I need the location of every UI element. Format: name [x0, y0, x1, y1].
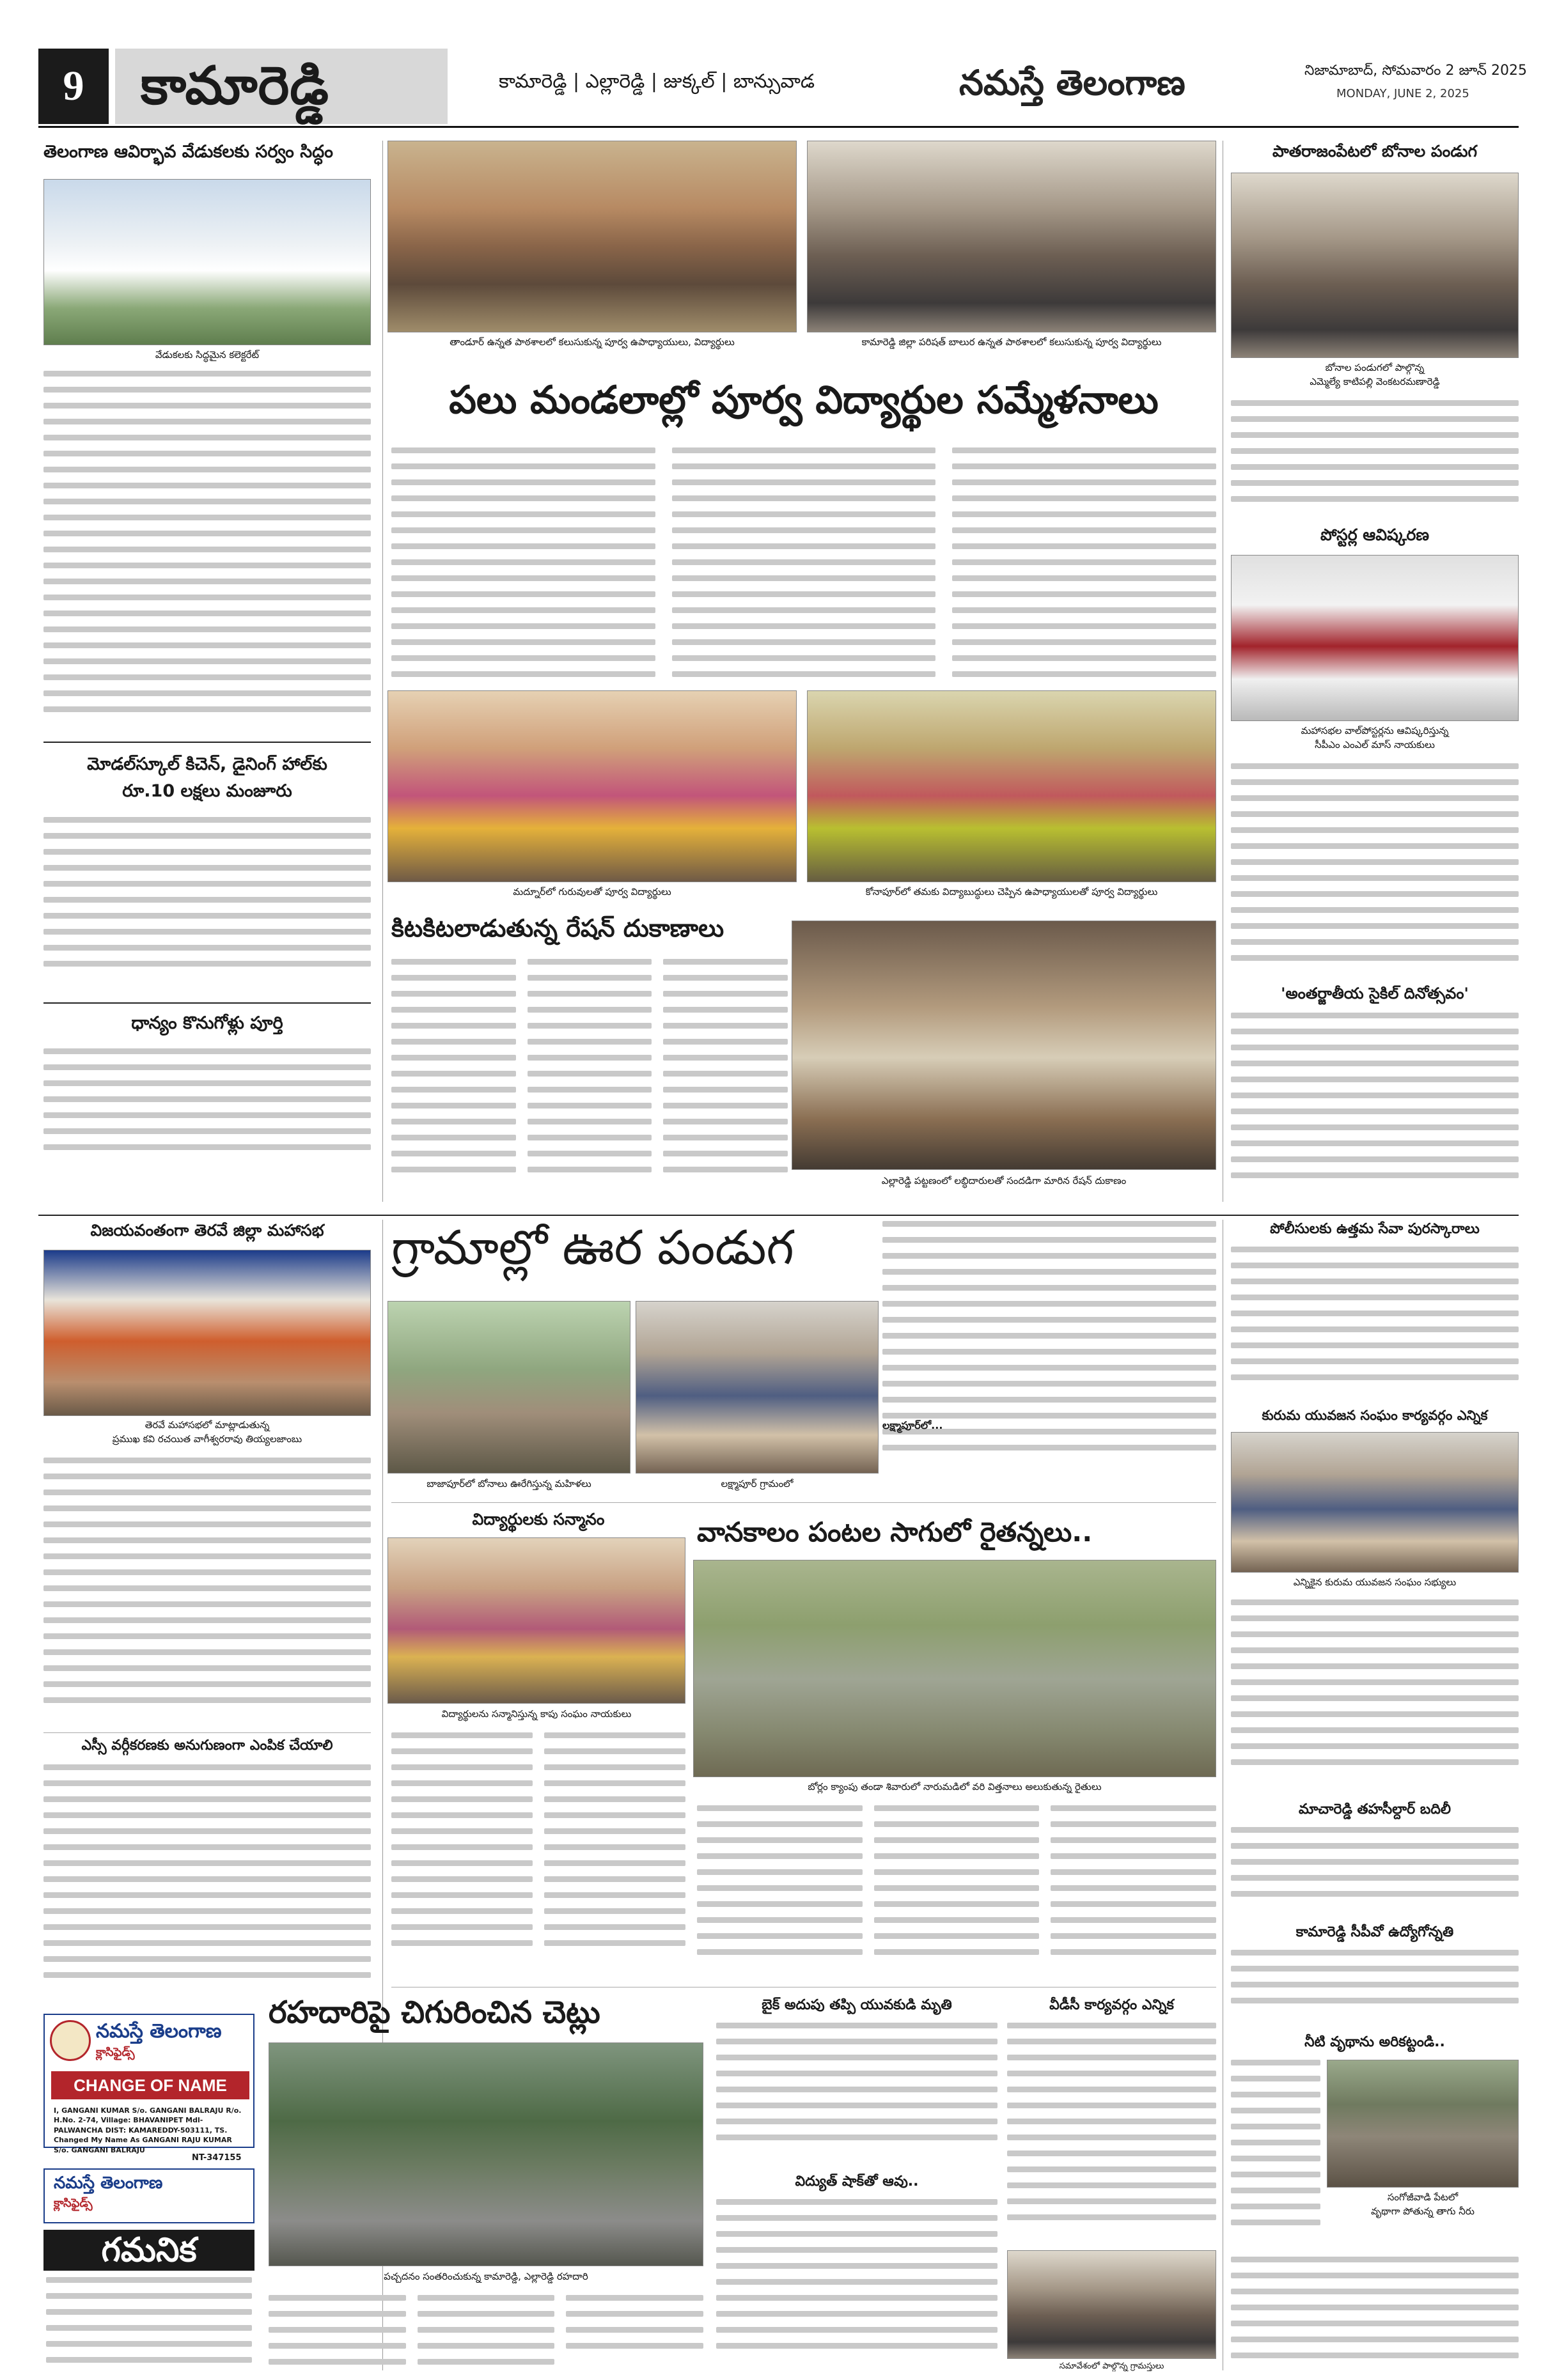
article-body-sc	[43, 1764, 371, 1995]
kuruma-group-photo	[1231, 1432, 1519, 1573]
terave-meeting-photo	[43, 1250, 371, 1416]
article-body-cpo	[1231, 1950, 1519, 2026]
bonalu-photo	[1231, 173, 1519, 358]
headline-ration: కిటకిటలాడుతున్న రేషన్ దుకాణాలు	[391, 914, 724, 942]
alumni-photo-konapur	[807, 690, 1216, 882]
farmers-sowing-photo	[693, 1560, 1216, 1777]
headline-kitchen-amount: రూ.10 లక్షలు మంజూరు	[122, 781, 292, 801]
lakshmapur-photo	[636, 1301, 879, 1474]
caption-terave-1: తెరవే మహాసభలో మాట్లాడుతున్న	[145, 1419, 270, 1431]
headline-formation-day: తెలంగాణ ఆవిర్భావ వేడుకలకు సర్వం సిద్ధం	[43, 142, 333, 162]
article-body-grain	[43, 1048, 371, 1176]
caption-kamareddy: కామారెడ్డి జిల్లా పరిషత్ బాలుర ఉన్నత పాఠశాలలో కలుసుకున్న పూర్వ విద్యార్థులు	[861, 336, 1162, 348]
masthead	[38, 45, 1527, 128]
article-body-vdc	[1007, 2023, 1216, 2240]
headline-farming: వానకాలం పంటల సాగులో రైతన్నలు..	[697, 1516, 1093, 1548]
page-number: 9	[38, 49, 109, 124]
article-body-bike	[716, 2023, 998, 2163]
section-places: కామారెడ్డి | ఎల్లారెడ్డి | జుక్కల్ | బాన్సువాడ	[499, 70, 815, 93]
caption-water-2: వృథాగా పోతున్న తాగు నీరు	[1371, 2205, 1475, 2217]
alumni-photo-tandur	[387, 141, 797, 332]
alumni-photo-kamareddy	[807, 141, 1216, 332]
article-body-formation	[43, 371, 371, 729]
headline-kuruma: కురుమ యువజన సంఘం కార్యవర్గం ఎన్నిక	[1262, 1408, 1488, 1423]
article-body-alumni	[391, 447, 1216, 690]
date-telugu: నిజామాబాద్, సోమవారం 2 జూన్ 2025	[1304, 63, 1527, 79]
caption-kuruma: ఎన్నికైన కురుమ యువజన సంఘం సభ్యులు	[1293, 1576, 1457, 1588]
article-body-water-2	[1231, 2257, 1519, 2372]
headline-water-waste: నీటి వృథాను అరికట్టండి..	[1304, 2034, 1445, 2050]
article-body-police	[1231, 1247, 1519, 1400]
section-divider	[38, 1215, 1519, 1216]
change-of-name-banner: CHANGE OF NAME	[51, 2071, 249, 2099]
posters-photo	[1231, 555, 1519, 721]
headline-posters: పోస్టర్ల ఆవిష్కరణ	[1320, 525, 1429, 544]
headline-cpo-promotion: కామారెడ్డి సీపీవో ఉద్యోగోన్నతి	[1295, 1924, 1454, 1940]
caption-posters-1: మహాసభల వాల్‌పోస్టర్లను ఆవిష్కరిస్తున్న	[1301, 725, 1449, 736]
collectorate-tent-photo	[43, 179, 371, 345]
article-body-posters	[1231, 763, 1519, 974]
headline-electric-shock: విద్యుత్ షాక్‌తో ఆవు..	[795, 2174, 919, 2189]
caption-bonalu-1: బోనాల పండుగలో పాల్గొన్న	[1325, 362, 1425, 373]
headline-village-festival: గ్రామాల్లో ఊర పండుగ	[391, 1220, 794, 1275]
headline-vdc: వీడీసీ కార్యవర్గం ఎన్నిక	[1049, 1997, 1174, 2013]
classifieds2-subtitle: క్లాసిఫైడ్స్	[54, 2197, 93, 2210]
caption-ration: ఎల్లారెడ్డి పట్టణంలో లబ్ధిదారులతో సందడిగా మారిన రేషన్ దుకాణం	[881, 1175, 1127, 1186]
headline-police-awards: పోలీసులకు ఉత్తమ సేవా పురస్కారాలు	[1270, 1221, 1480, 1237]
caption-posters-2: సీపీఎం ఎంఎల్ మాస్ నాయకులు	[1315, 739, 1435, 751]
caption-bonalu-2: ఎమ్మెల్యే కాటిపల్లి వెంకటరమణారెడ్డి	[1310, 376, 1440, 387]
article-body-cycle-day	[1231, 1013, 1519, 1204]
article-body-terave	[43, 1458, 371, 1726]
classifieds-ad	[43, 2014, 254, 2154]
bonalu-procession-photo	[387, 1301, 630, 1474]
classifieds-code: NT-347155	[192, 2153, 242, 2163]
article-body-ration	[391, 959, 788, 1189]
caption-terave-2: ప్రముఖ కవి రచయిత వాగీశ్వరరావు తియ్యలజాంబు	[112, 1433, 302, 1445]
caption-madnur: మద్నూర్‌లో గురువులతో పూర్వ విద్యార్థులు	[513, 886, 671, 898]
classifieds-title: నమస్తే తెలంగాణ	[96, 2020, 222, 2042]
caption-farming: బోర్లం క్యాంపు తండా శివారులో నారుమడిలో వరి విత్తనాలు అలుకుతున్న రైతులు	[808, 1781, 1102, 1793]
subhead-lakshmapur: లక్ష్మాపూర్‌లో...	[882, 1419, 943, 1431]
article-body-tahsildar	[1231, 1827, 1519, 1917]
headline-students: విద్యార్థులకు సన్మానం	[472, 1510, 605, 1528]
article-body-road	[269, 2295, 703, 2372]
classifieds2-title: నమస్తే తెలంగాణ	[54, 2174, 163, 2193]
notice-body	[46, 2277, 252, 2373]
classifieds-ad-2	[43, 2168, 254, 2223]
vdc-meeting-photo	[1007, 2250, 1216, 2359]
alumni-photo-madnur	[387, 690, 797, 882]
article-body-students	[391, 1732, 685, 1975]
caption-vdc: సమావేశంలో పాల్గొన్న గ్రామస్తులు	[1059, 2361, 1164, 2371]
caption-lakshmapur: లక్ష్మాపూర్ గ్రామంలో	[721, 1478, 794, 1489]
classifieds-body: I, GANGANI KUMAR S/o. GANGANI BALRAJU R/o. H.No. 2-74, Village: BHAVANIPET Mdl-PALWANCHA DIST: KAMAREDDY-503111, TS. Changed My Name As GANGANI RAJU KUMAR S/o. GANGANI BALRAJU	[54, 2106, 242, 2154]
divider	[43, 742, 371, 743]
caption-tandur: తాండూర్ ఉన్నత పాఠశాలలో కలుసుకున్న పూర్వ ఉపాధ్యాయులు, విద్యార్థులు	[450, 336, 735, 348]
caption-students: విద్యార్థులను సన్మానిస్తున్న కాపు సంఘం నాయకులు	[441, 1708, 632, 1720]
headline-bonalu: పాతరాజంపేటలో బోనాల పండుగ	[1272, 142, 1478, 160]
caption-konapur: కోనాపూర్‌లో తమకు విద్యాబుద్ధులు చెప్పిన ఉపాధ్యాయులతో పూర్వ విద్యార్థులు	[865, 886, 1158, 898]
headline-bike-accident: బైక్ అదుపు తప్పి యువకుడి మృతి	[762, 1997, 952, 2013]
paper-logo-icon	[50, 2020, 91, 2061]
article-body-kuruma	[1231, 1599, 1519, 1791]
paper-name: నమస్తే తెలంగాణ	[959, 63, 1185, 103]
ration-shop-photo	[792, 921, 1216, 1170]
caption-bajapur: బాజాపూర్‌లో బోనాలు ఊరేగిస్తున్న మహిళలు	[426, 1478, 591, 1489]
article-body-shock	[716, 2199, 998, 2372]
article-body-water-1	[1231, 2060, 1320, 2252]
headline-sc-classification: ఎస్సీ వర్గీకరణకు అనుగుణంగా ఎంపిక చేయాలి	[81, 1738, 333, 1754]
students-felicitation-photo	[387, 1537, 685, 1704]
headline-road-trees: రహదారిపై చిగురించిన చెట్లు	[269, 1995, 600, 2030]
divider	[391, 1502, 1216, 1503]
main-headline-alumni: పలు మండలాల్లో పూర్వ విద్యార్థుల సమ్మేళనాలు	[449, 378, 1159, 423]
section-title: కామారెడ్డి	[115, 49, 448, 124]
caption-road: పచ్చదనం సంతరించుకున్న కామారెడ్డి, ఎల్లారెడ్డి రహదారి	[384, 2271, 588, 2282]
divider	[43, 1002, 371, 1004]
water-waste-photo	[1327, 2060, 1519, 2188]
headline-kitchen: మోడల్‌స్కూల్ కిచెన్, డైనింగ్ హాల్‌కు	[87, 754, 327, 774]
column-rule	[382, 141, 383, 1202]
article-body-farming	[697, 1805, 1216, 1978]
headline-tahsildar: మాచారెడ్డి తహసీల్దార్ బదిలీ	[1298, 1801, 1451, 1817]
headline-terave: విజయవంతంగా తెరవే జిల్లా మహాసభ	[90, 1221, 324, 1240]
caption-collectorate: వేడుకలకు సిద్ధమైన కలెక్టరేట్	[155, 349, 260, 361]
headline-cycle-day: 'అంతర్జాతీయ సైకిల్ దినోత్సవం'	[1281, 984, 1469, 1002]
article-body-kitchen	[43, 817, 371, 990]
caption-water-1: సంగోజీవాడి పేటలో	[1387, 2191, 1459, 2203]
article-body-festival	[882, 1221, 1216, 1470]
article-body-bonalu	[1231, 400, 1519, 515]
notice-heading: గమనిక	[43, 2230, 254, 2271]
road-trees-photo	[269, 2042, 703, 2266]
classifieds-subtitle: క్లాసిఫైడ్స్	[96, 2046, 135, 2059]
date-english: MONDAY, JUNE 2, 2025	[1336, 87, 1469, 100]
divider	[43, 1732, 371, 1733]
headline-grain: ధాన్యం కొనుగోళ్లు పూర్తి	[131, 1013, 283, 1033]
